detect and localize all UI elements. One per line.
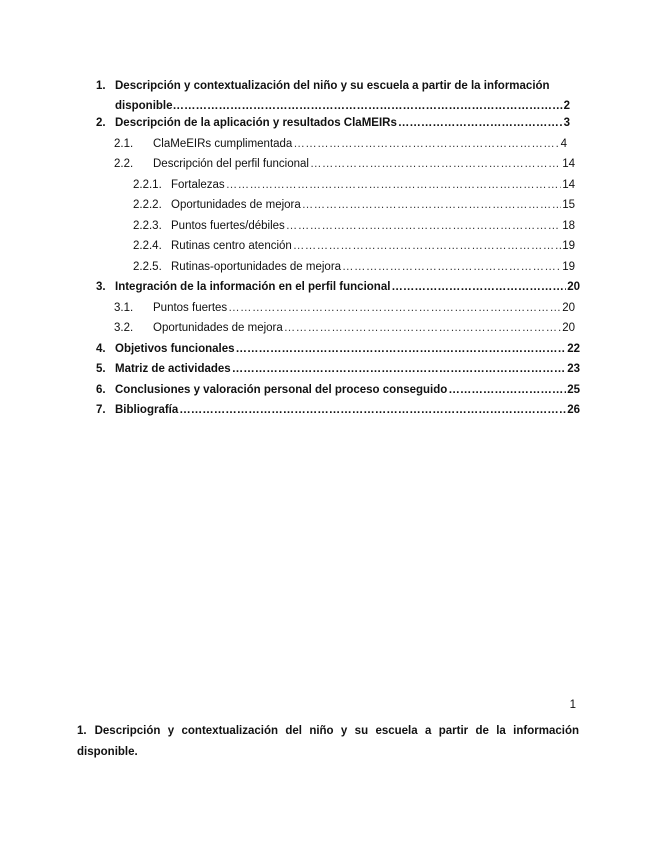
toc-leader-dots [236, 343, 567, 355]
toc-title: Integración de la información en el perfil funcional [115, 281, 391, 293]
toc-title: Puntos fuertes [153, 302, 228, 314]
toc-entry-7[interactable] [96, 404, 580, 416]
toc-page-number: 25 [567, 384, 580, 396]
toc-leader-dots [398, 117, 563, 129]
toc-title-continuation: disponible [115, 100, 173, 112]
toc-number: 1. [96, 80, 106, 92]
toc-number: 2.2.4. [133, 240, 162, 252]
toc-number: 2.2.1. [133, 179, 162, 191]
toc-entry-1-line-2 [96, 96, 580, 116]
toc-page-number: 4 [560, 138, 567, 150]
toc-leader-dots [284, 322, 561, 334]
toc-page-number: 19 [562, 240, 575, 252]
toc-entry-2-2-4[interactable] [133, 240, 575, 252]
toc-entry-3[interactable] [96, 281, 580, 293]
toc-leader-dots [391, 281, 566, 293]
toc-title: Objetivos funcionales [115, 343, 235, 355]
toc-leader-dots [293, 138, 559, 150]
toc-title: Puntos fuertes/débiles [171, 220, 285, 232]
toc-page-number: 3 [563, 117, 570, 129]
toc-title: Conclusiones y valoración personal del proceso conseguido [115, 384, 448, 396]
toc-entry-2-2-2[interactable] [133, 199, 575, 211]
toc-entry-2[interactable] [96, 117, 580, 129]
toc-number: 2.2.2. [133, 199, 162, 211]
toc-page-number: 23 [567, 363, 580, 375]
toc-number: 6. [96, 384, 106, 396]
toc-title: ClaMeEIRs cumplimentada [153, 138, 293, 150]
toc-entry-1-line-1 [96, 76, 580, 96]
toc-leader-dots [232, 363, 567, 375]
toc-number: 4. [96, 343, 106, 355]
toc-entry-2-2-3[interactable] [133, 220, 575, 232]
toc-number: 3. [96, 281, 106, 293]
toc-page-number: 20 [562, 322, 575, 334]
toc-leader-dots [448, 384, 566, 396]
toc-title: Descripción de la aplicación y resultados ClaMEIRs [115, 117, 397, 129]
toc-page-number: 19 [562, 261, 575, 273]
toc-number: 5. [96, 363, 106, 375]
section-heading [77, 721, 579, 763]
toc-title: Oportunidades de mejora [153, 322, 283, 334]
toc-title: Matriz de actividades [115, 363, 231, 375]
toc-page-number: 18 [562, 220, 575, 232]
toc-title: Fortalezas [171, 179, 225, 191]
toc-entry-3-1[interactable] [114, 302, 575, 314]
toc-entry-1[interactable] [96, 76, 580, 116]
toc-entry-5[interactable] [96, 363, 580, 375]
toc-leader-dots [310, 158, 561, 170]
page-number: 1 [569, 699, 576, 711]
toc-title: Oportunidades de mejora [171, 199, 301, 211]
toc-entry-2-2[interactable] [114, 158, 575, 170]
toc-number: 3.2. [114, 322, 134, 334]
toc-entry-2-2-5[interactable] [133, 261, 575, 273]
section-heading-number: 1. [77, 725, 87, 737]
toc-entry-2-1[interactable] [114, 138, 575, 150]
toc-title: Rutinas-oportunidades de mejora [171, 261, 342, 273]
toc-page-number: 14 [562, 158, 575, 170]
toc-page-number: 26 [567, 404, 580, 416]
toc-title: Descripción y contextualización del niño y su escuela a partir de la información [115, 80, 550, 92]
toc-page-number: 15 [562, 199, 575, 211]
toc-number: 3.1. [114, 302, 134, 314]
toc-title: Descripción del perfil funcional [153, 158, 309, 170]
toc-leader-dots [342, 261, 561, 273]
toc-leader-dots [293, 240, 561, 252]
toc-page-number: 20 [562, 302, 575, 314]
toc-number: 2. [96, 117, 106, 129]
toc-page-number: 2 [563, 100, 570, 112]
toc-page-number: 20 [567, 281, 580, 293]
toc-page-number: 22 [567, 343, 580, 355]
toc-number: 2.1. [114, 138, 134, 150]
toc-entry-2-2-1[interactable] [133, 179, 575, 191]
toc-number: 2.2.3. [133, 220, 162, 232]
toc-number: 2.2. [114, 158, 134, 170]
toc-leader-dots [228, 302, 561, 314]
section-heading-text: Descripción y contextualización del niño y su escuela a partir de la información disponible. [77, 725, 579, 758]
toc-entry-6[interactable] [96, 384, 580, 396]
toc-leader-dots [286, 220, 561, 232]
toc-number: 7. [96, 404, 106, 416]
toc-leader-dots [226, 179, 562, 191]
toc-leader-dots [302, 199, 561, 211]
toc-title: Bibliografía [115, 404, 179, 416]
toc-entry-3-2[interactable] [114, 322, 575, 334]
toc-title: Rutinas centro atención [171, 240, 292, 252]
toc-page-number: 14 [562, 179, 575, 191]
toc-leader-dots [179, 404, 566, 416]
toc-number: 2.2.5. [133, 261, 162, 273]
toc-entry-4[interactable] [96, 343, 580, 355]
toc-leader-dots [173, 96, 564, 116]
